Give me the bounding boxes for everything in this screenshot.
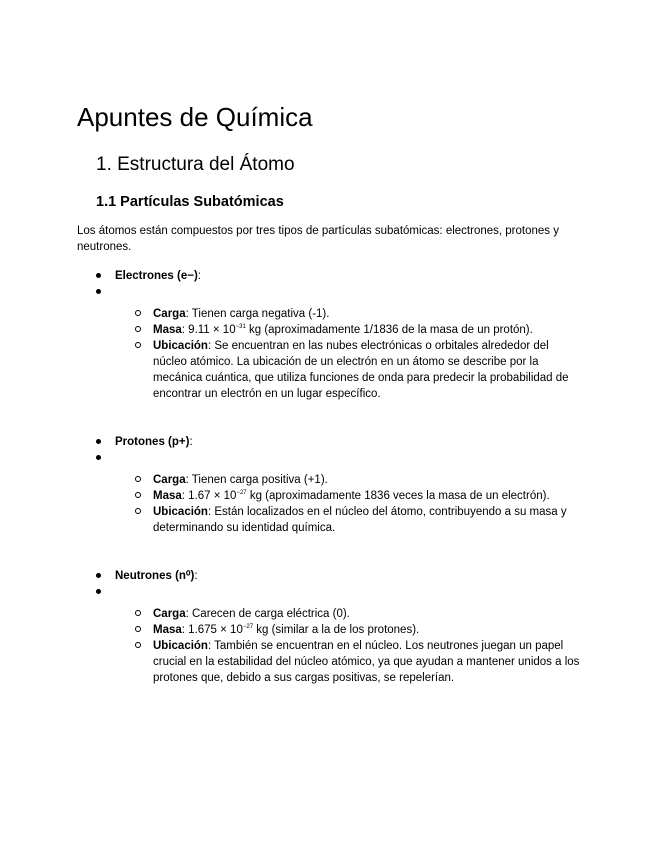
particle-label: Electrones (e−) [115, 270, 198, 282]
property-text: kg (aproximadamente 1/1836 de la masa de un protón). [245, 324, 533, 336]
property-key: Ubicación [153, 506, 208, 518]
bullet-icon [96, 439, 101, 444]
bullet-icon [96, 455, 101, 460]
property-mass [0, 488, 655, 504]
property-text: : Tienen carga negativa (-1). [185, 308, 330, 320]
property-location [0, 638, 655, 686]
bullet-icon [96, 289, 101, 294]
property-text: : 1.675 × 10 [181, 624, 243, 636]
particle-label: Protones (p+) [115, 436, 190, 448]
label-colon: : [197, 270, 201, 282]
property-key: Carga [153, 474, 186, 486]
section-heading: 1. Estructura del Átomo [96, 154, 295, 175]
empty-list-item [0, 584, 655, 600]
empty-list-item [0, 284, 655, 300]
property-text: : Están localizados en el núcleo del átomo, contribuyendo a su masa y determinando su identidad química. [153, 506, 567, 534]
property-location [0, 338, 655, 402]
property-text: : 1.67 × 10 [181, 490, 237, 502]
particle-label: Neutrones (n⁰) [115, 570, 195, 582]
particle-section-electrons [0, 268, 655, 402]
empty-list-item [0, 450, 655, 466]
exponent: −27 [236, 490, 247, 496]
intro-paragraph: Los átomos están compuestos por tres tipos de partículas subatómicas: electrones, protones y neutrones. [77, 225, 559, 253]
property-key: Carga [153, 308, 186, 320]
hollow-bullet-icon [135, 326, 141, 332]
bullet-icon [96, 573, 101, 578]
particle-section-protons [0, 434, 655, 536]
property-key: Ubicación [153, 640, 208, 652]
subsection-heading: 1.1 Partículas Subatómicas [96, 194, 284, 210]
property-key: Carga [153, 608, 186, 620]
hollow-bullet-icon [135, 508, 141, 514]
particle-section-neutrons [0, 568, 655, 686]
property-list [0, 606, 655, 686]
list-item [0, 268, 655, 284]
list-item [0, 434, 655, 450]
property-key: Masa [153, 624, 182, 636]
property-text: : 9.11 × 10 [181, 324, 236, 336]
hollow-bullet-icon [135, 492, 141, 498]
hollow-bullet-icon [135, 310, 141, 316]
property-key: Masa [153, 324, 182, 336]
property-key: Masa [153, 490, 182, 502]
bullet-icon [96, 273, 101, 278]
document-title: Apuntes de Química [77, 102, 313, 132]
property-charge [0, 472, 655, 488]
property-list [0, 306, 655, 402]
property-text: : Tienen carga positiva (+1). [185, 474, 328, 486]
property-charge [0, 606, 655, 622]
hollow-bullet-icon [135, 342, 141, 348]
hollow-bullet-icon [135, 476, 141, 482]
property-key: Ubicación [153, 340, 208, 352]
label-colon: : [189, 436, 193, 448]
property-text: : Carecen de carga eléctrica (0). [185, 608, 350, 620]
bullet-icon [96, 589, 101, 594]
property-text: : Se encuentran en las nubes electrónicas o orbitales alrededor del núcleo atómico. La ubicación de un electrón en un átomo se describe por la mecánica cuántica, que utiliza funciones de onda para predecir la probabilidad de encontrar un electrón en un lugar específico. [153, 340, 569, 400]
property-charge [0, 306, 655, 322]
exponent: −27 [242, 624, 254, 630]
hollow-bullet-icon [135, 626, 141, 632]
property-location [0, 504, 655, 536]
hollow-bullet-icon [135, 642, 141, 648]
property-mass [0, 322, 655, 338]
exponent: −31 [235, 324, 246, 330]
property-text: : También se encuentran en el núcleo. Los neutrones juegan un papel crucial en la estabilidad del núcleo atómico, ya que ayudan a mantener unidos a los protones que, debido a sus cargas positivas, se repelerían. [153, 640, 580, 684]
list-item [0, 568, 655, 584]
property-mass [0, 622, 655, 638]
label-colon: : [194, 570, 198, 582]
property-text: kg (aproximadamente 1836 veces la masa de un electrón). [246, 490, 550, 502]
hollow-bullet-icon [135, 610, 141, 616]
property-list [0, 472, 655, 536]
property-text: kg (similar a la de los protones). [253, 624, 420, 636]
